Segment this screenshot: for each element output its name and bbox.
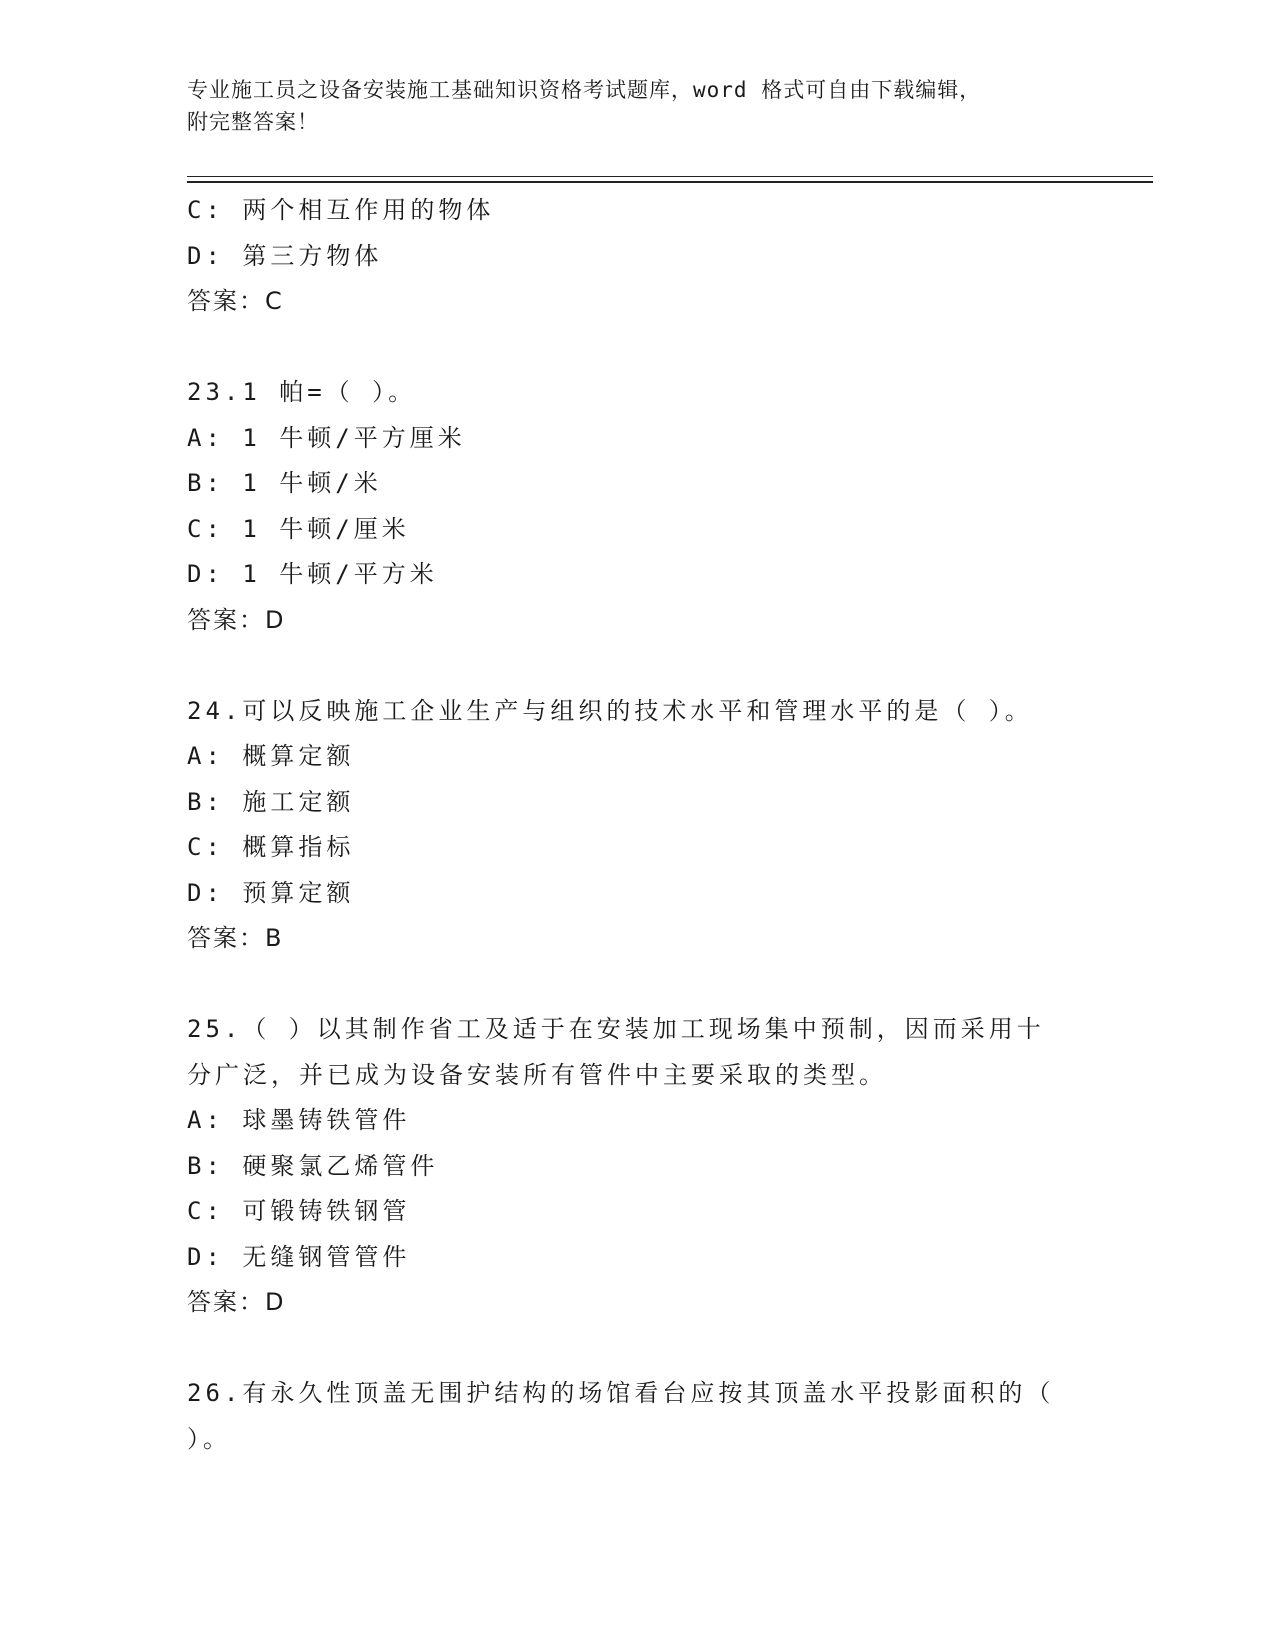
option-d: D: 第三方物体 xyxy=(187,241,383,270)
option-a: A: 1 牛顿/平方厘米 xyxy=(187,423,466,452)
option-d: D: 无缝钢管管件 xyxy=(187,1242,411,1271)
answer-line: 答案：B xyxy=(187,924,284,952)
option-d: D: 预算定额 xyxy=(187,878,355,907)
question-stem-line2: ）。 xyxy=(187,1424,231,1453)
option-b: B: 施工定额 xyxy=(187,787,355,816)
question-list xyxy=(187,188,1087,1462)
spacer xyxy=(187,325,1087,371)
option-a: A: 球墨铸铁管件 xyxy=(187,1106,411,1134)
option-b: B: 1 牛顿/米 xyxy=(187,469,382,497)
answer-line: 答案：C xyxy=(187,287,284,315)
question-block-25 xyxy=(187,1007,1087,1326)
option-c: C: 两个相互作用的物体 xyxy=(187,196,495,224)
spacer xyxy=(187,643,1087,689)
option-c: C: 可锻铸铁钢管 xyxy=(187,1197,411,1225)
spacer xyxy=(187,1326,1087,1372)
answer-line: 答案：D xyxy=(187,605,286,634)
option-c: C: 1 牛顿/厘米 xyxy=(187,514,410,543)
option-a: A: 概算定额 xyxy=(187,742,355,770)
question-stem: 24.可以反映施工企业生产与组织的技术水平和管理水平的是（ ）。 xyxy=(187,696,1033,725)
question-block-22-tail xyxy=(187,188,1087,325)
question-stem-line2: 分广泛，并已成为设备安装所有管件中主要采取的类型。 xyxy=(187,1060,887,1089)
question-stem-line1: 25.（ ）以其制作省工及适于在安装加工现场集中预制，因而采用十 xyxy=(187,1015,1045,1043)
question-stem-line1: 26.有永久性顶盖无围护结构的场馆看台应按其顶盖水平投影面积的（ xyxy=(187,1379,1055,1407)
question-block-24 xyxy=(187,689,1087,962)
question-block-23 xyxy=(187,370,1087,643)
question-stem: 23.1 帕=（ ）。 xyxy=(187,378,417,406)
document-header xyxy=(187,74,1087,138)
header-divider-thin xyxy=(187,176,1153,177)
header-title-line1: 专业施工员之设备安装施工基础知识资格考试题库，word 格式可自由下载编辑， xyxy=(187,78,982,102)
question-block-26 xyxy=(187,1371,1087,1462)
spacer xyxy=(187,962,1087,1008)
option-c: C: 概算指标 xyxy=(187,833,355,861)
answer-line: 答案：D xyxy=(187,1288,286,1316)
option-b: B: 硬聚氯乙烯管件 xyxy=(187,1151,439,1180)
option-d: D: 1 牛顿/平方米 xyxy=(187,560,438,588)
header-divider-thick xyxy=(187,181,1153,183)
header-title-line2: 附完整答案！ xyxy=(187,110,319,134)
